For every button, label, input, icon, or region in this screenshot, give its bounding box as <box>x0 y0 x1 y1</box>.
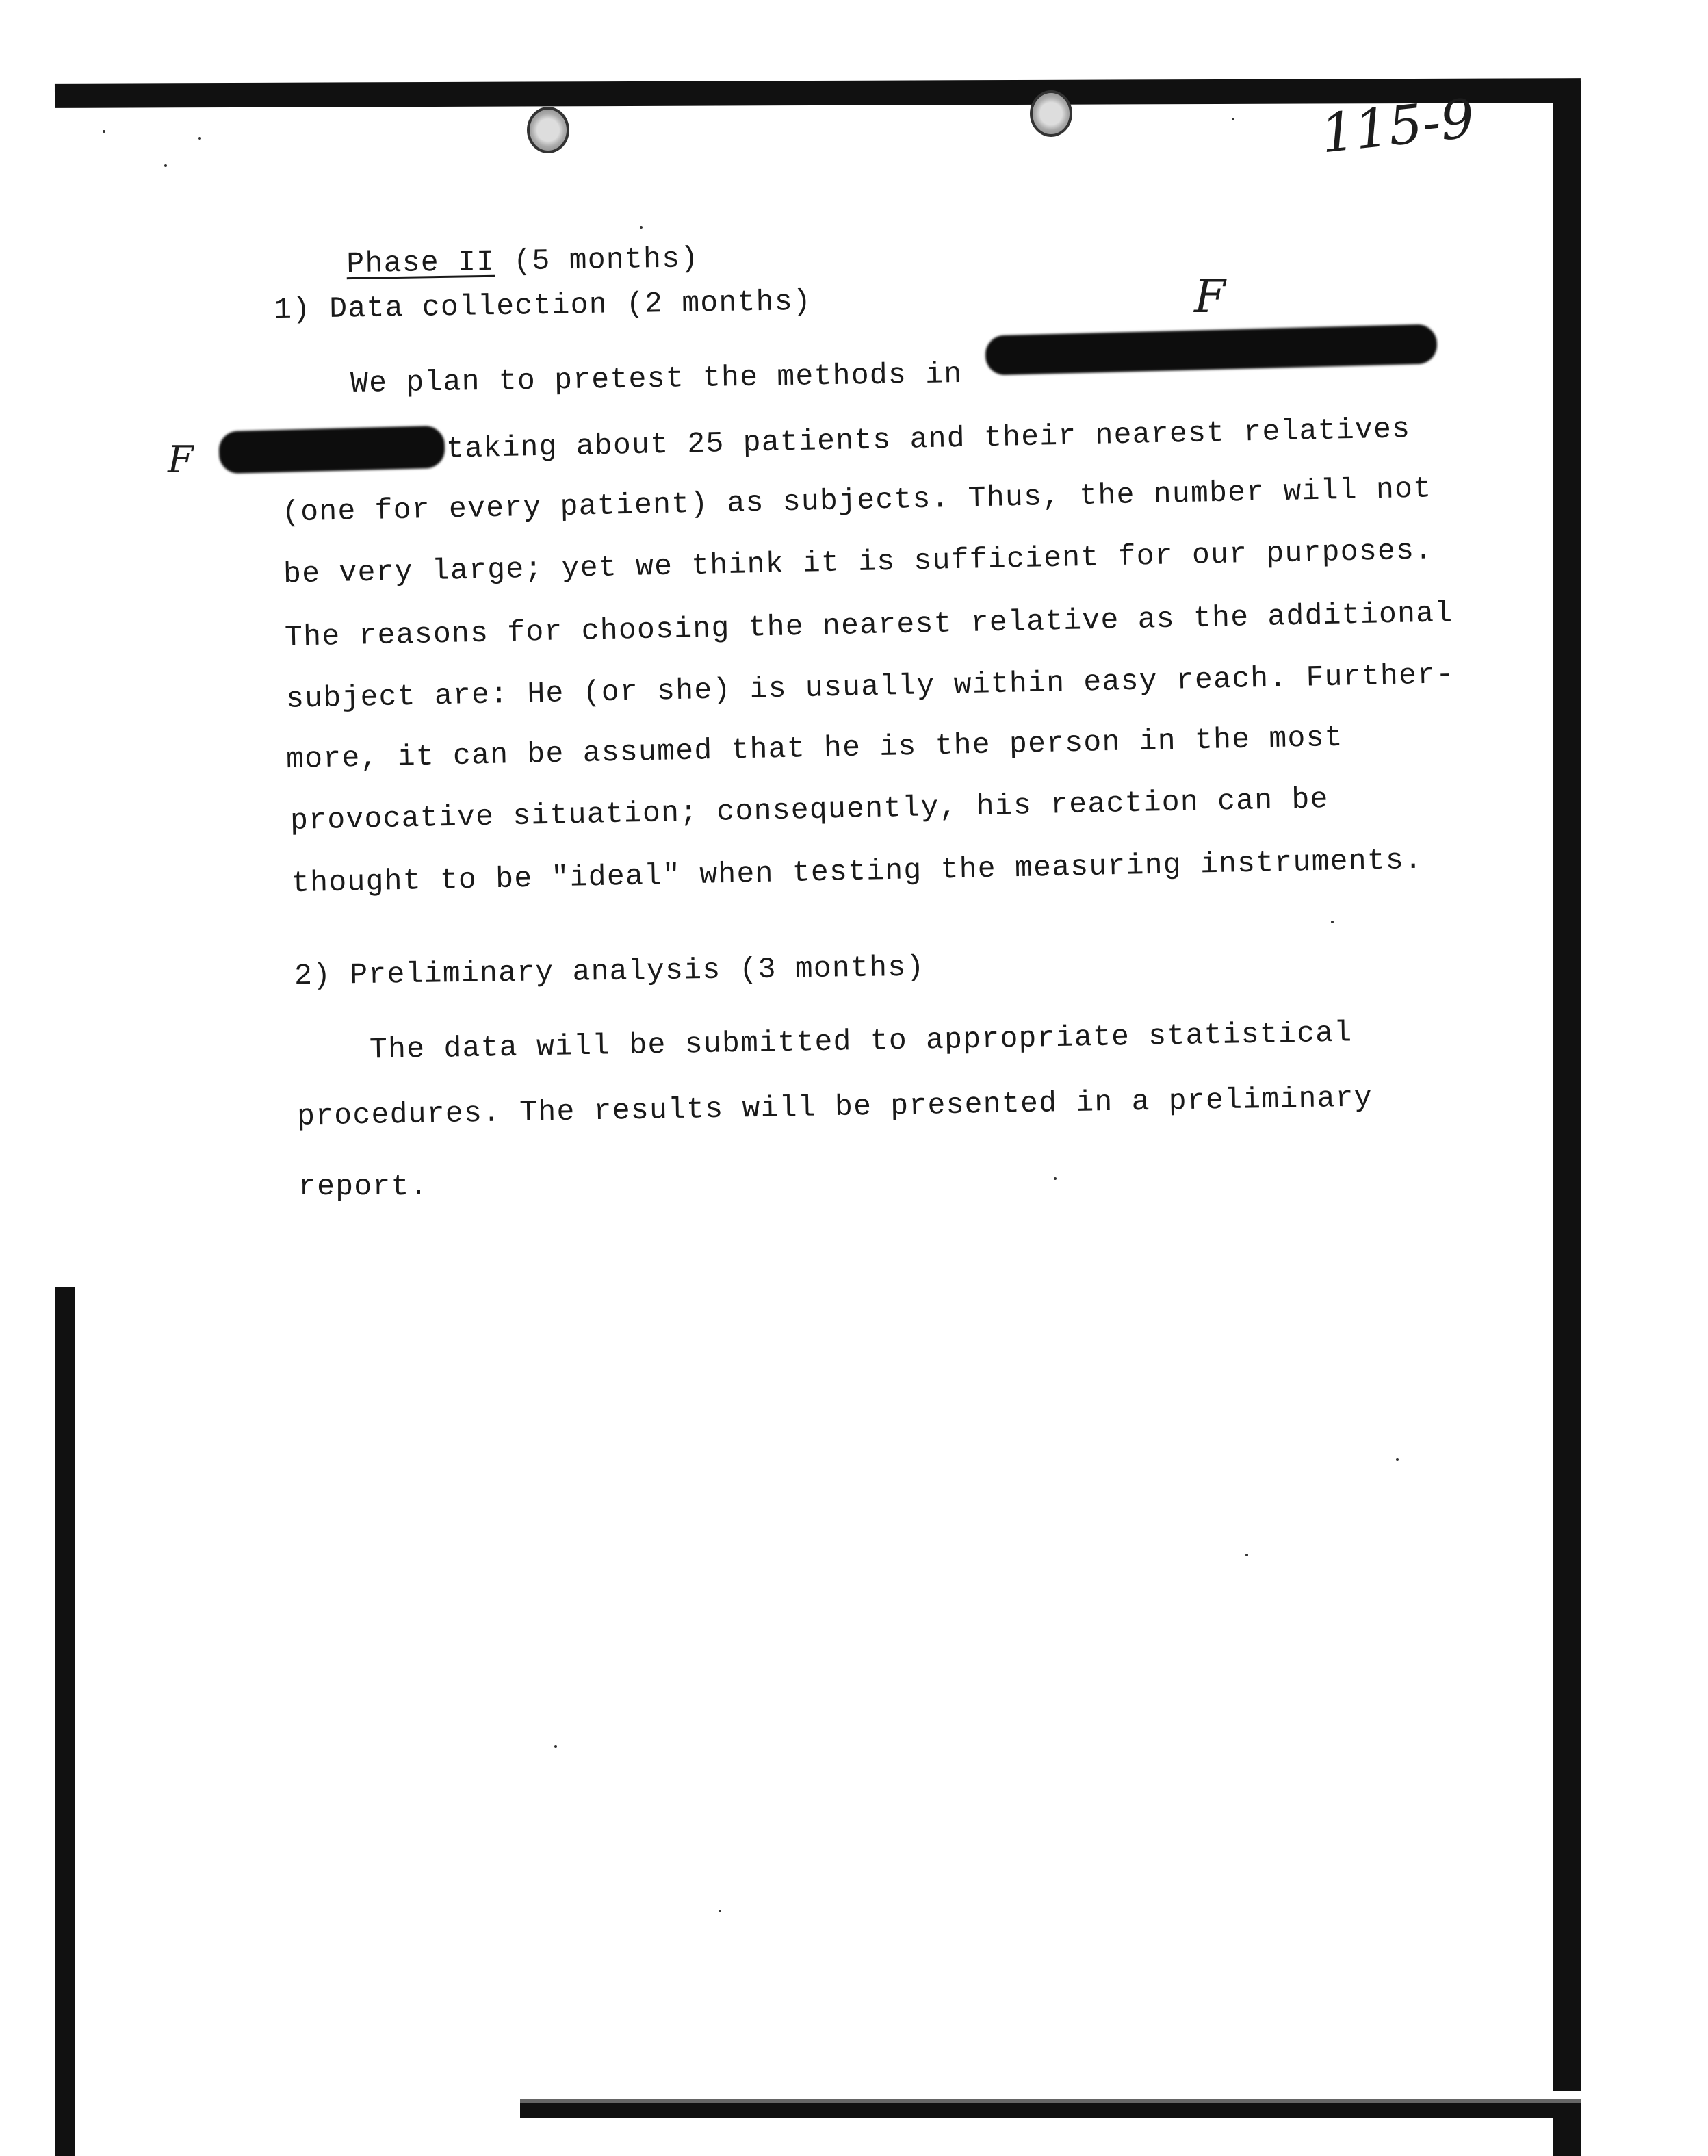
scan-speck <box>554 1745 557 1748</box>
scan-speck <box>1245 1554 1248 1556</box>
scan-speck <box>1331 921 1334 923</box>
scan-bottom-edge <box>520 2091 1581 2118</box>
margin-mark: F <box>168 438 194 481</box>
page-number: 115-9 <box>1317 88 1477 166</box>
body-line: (one for every patient) as subjects. Thus, the number will not <box>281 472 1432 530</box>
scan-speck <box>198 137 201 140</box>
body-line: procedures. The results will be presented in a preliminary <box>296 1081 1373 1133</box>
scan-speck <box>1054 1177 1057 1180</box>
phase-duration: (5 months) <box>513 242 699 279</box>
body-line: We plan to pretest the methods in <box>350 357 963 401</box>
margin-mark: F <box>1194 270 1226 323</box>
scan-speck <box>1232 118 1234 120</box>
scan-speck <box>719 1910 721 1912</box>
body-line: The data will be submitted to appropriate statistical <box>369 1016 1353 1067</box>
phase-title: Phase II <box>346 244 495 281</box>
body-line: subject are: He (or she) is usually within easy reach. Further- <box>285 658 1455 716</box>
scan-speck <box>164 164 167 167</box>
redaction-mark <box>218 426 445 474</box>
body-line: taking about 25 patients and their nearest relatives <box>445 412 1411 466</box>
scan-speck <box>103 130 105 133</box>
redaction-mark <box>985 324 1437 375</box>
scan-speck <box>640 226 643 229</box>
scan-right-edge <box>1553 81 1581 2156</box>
body-line: provocative situation; consequently, his reaction can be <box>289 782 1330 838</box>
scan-left-edge <box>55 1287 75 2156</box>
section-heading: 2) Preliminary analysis (3 months) <box>294 950 925 993</box>
scan-speck <box>1396 1458 1399 1461</box>
punch-hole-icon <box>1030 90 1072 137</box>
punch-hole-icon <box>527 107 569 153</box>
body-line: thought to be "ideal" when testing the measuring instruments. <box>291 843 1423 901</box>
body-line: report. <box>298 1170 428 1203</box>
body-line: more, it can be assumed that he is the person in the most <box>285 720 1344 777</box>
body-line: be very large; yet we think it is sufficient for our purposes. <box>283 533 1434 591</box>
section-heading: 1) Data collection (2 months) <box>273 284 812 327</box>
body-line: The reasons for choosing the nearest relative as the additional <box>284 596 1453 654</box>
